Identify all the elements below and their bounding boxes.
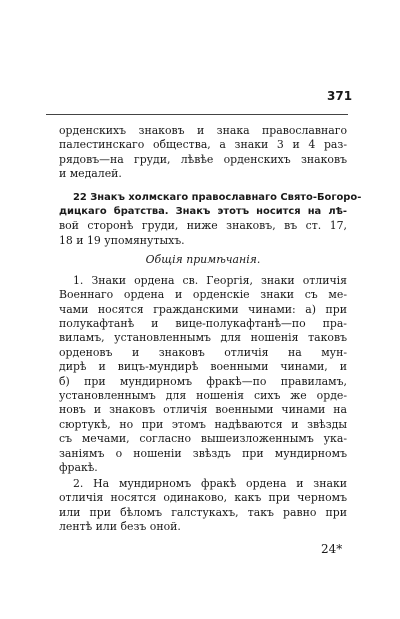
text-line: заніямъ о ношеніи звѣздъ при мундирномъ (59, 446, 347, 460)
text-line: 18 и 19 упомянутыхъ. (59, 233, 185, 247)
text-line: Военнаго ордена и орденскіе знаки съ ме- (59, 288, 347, 302)
text-line: сюртукѣ, но при этомъ надѣваются и звѣзды (59, 417, 347, 431)
text-line: 2. На мундирномъ фракѣ ордена и знаки (73, 476, 347, 490)
section-heading: Общія примѣчанія. (145, 253, 261, 267)
text-line: орденовъ и знаковъ отличія на мун- (59, 345, 347, 359)
text-line: дирѣ и вицъ-мундирѣ военными чинами, и (59, 360, 347, 374)
text-line: отличія носятся одинаково, какъ при черномъ (59, 491, 347, 505)
item-heading-line: 22 Знакъ холмскаго православнаго Свято-Богоро- (73, 191, 362, 203)
item-heading-line: дицкаго братства. Знакъ этотъ носится на лѣ- (59, 206, 347, 218)
signature-mark: 24* (321, 542, 343, 556)
text-line: 1. Знаки ордена св. Георгія, знаки отличія (73, 273, 347, 287)
text-line: или при бѣломъ галстукахъ, такъ равно при (59, 505, 347, 519)
text-line: вой сторонѣ груди, ниже знаковъ, въ ст. 17, (59, 219, 347, 233)
text-line: палестинскаго общества, а знаки 3 и 4 раз- (59, 138, 347, 152)
text-line: орденскихъ знаковъ и знака православнаго (59, 124, 347, 137)
text-line: полукафтанѣ и вице-полукафтанѣ—по пра- (59, 317, 347, 331)
text-line: установленнымъ для ношенія сихъ же орде- (59, 389, 347, 402)
text-line: фракѣ. (59, 460, 98, 474)
text-line: виламъ, установленнымъ для ношенія таковъ (59, 331, 347, 345)
header-rule (46, 114, 348, 115)
text-line: рядовъ—на груди, лѣвѣе орденскихъ знаковъ (59, 152, 347, 166)
text-line: новъ и знаковъ отличія военными чинами на (59, 403, 347, 417)
page-number: 371 (327, 89, 353, 103)
text-line: съ мечами, согласно вышеизложеннымъ ука- (59, 432, 347, 446)
text-line: лентѣ или безъ оной. (59, 520, 181, 533)
text-line: б) при мундирномъ фракѣ—по правиламъ, (59, 374, 347, 388)
text-line: и медалей. (59, 167, 122, 181)
text-line: чами носятся гражданскими чинами: а) при (59, 302, 347, 316)
